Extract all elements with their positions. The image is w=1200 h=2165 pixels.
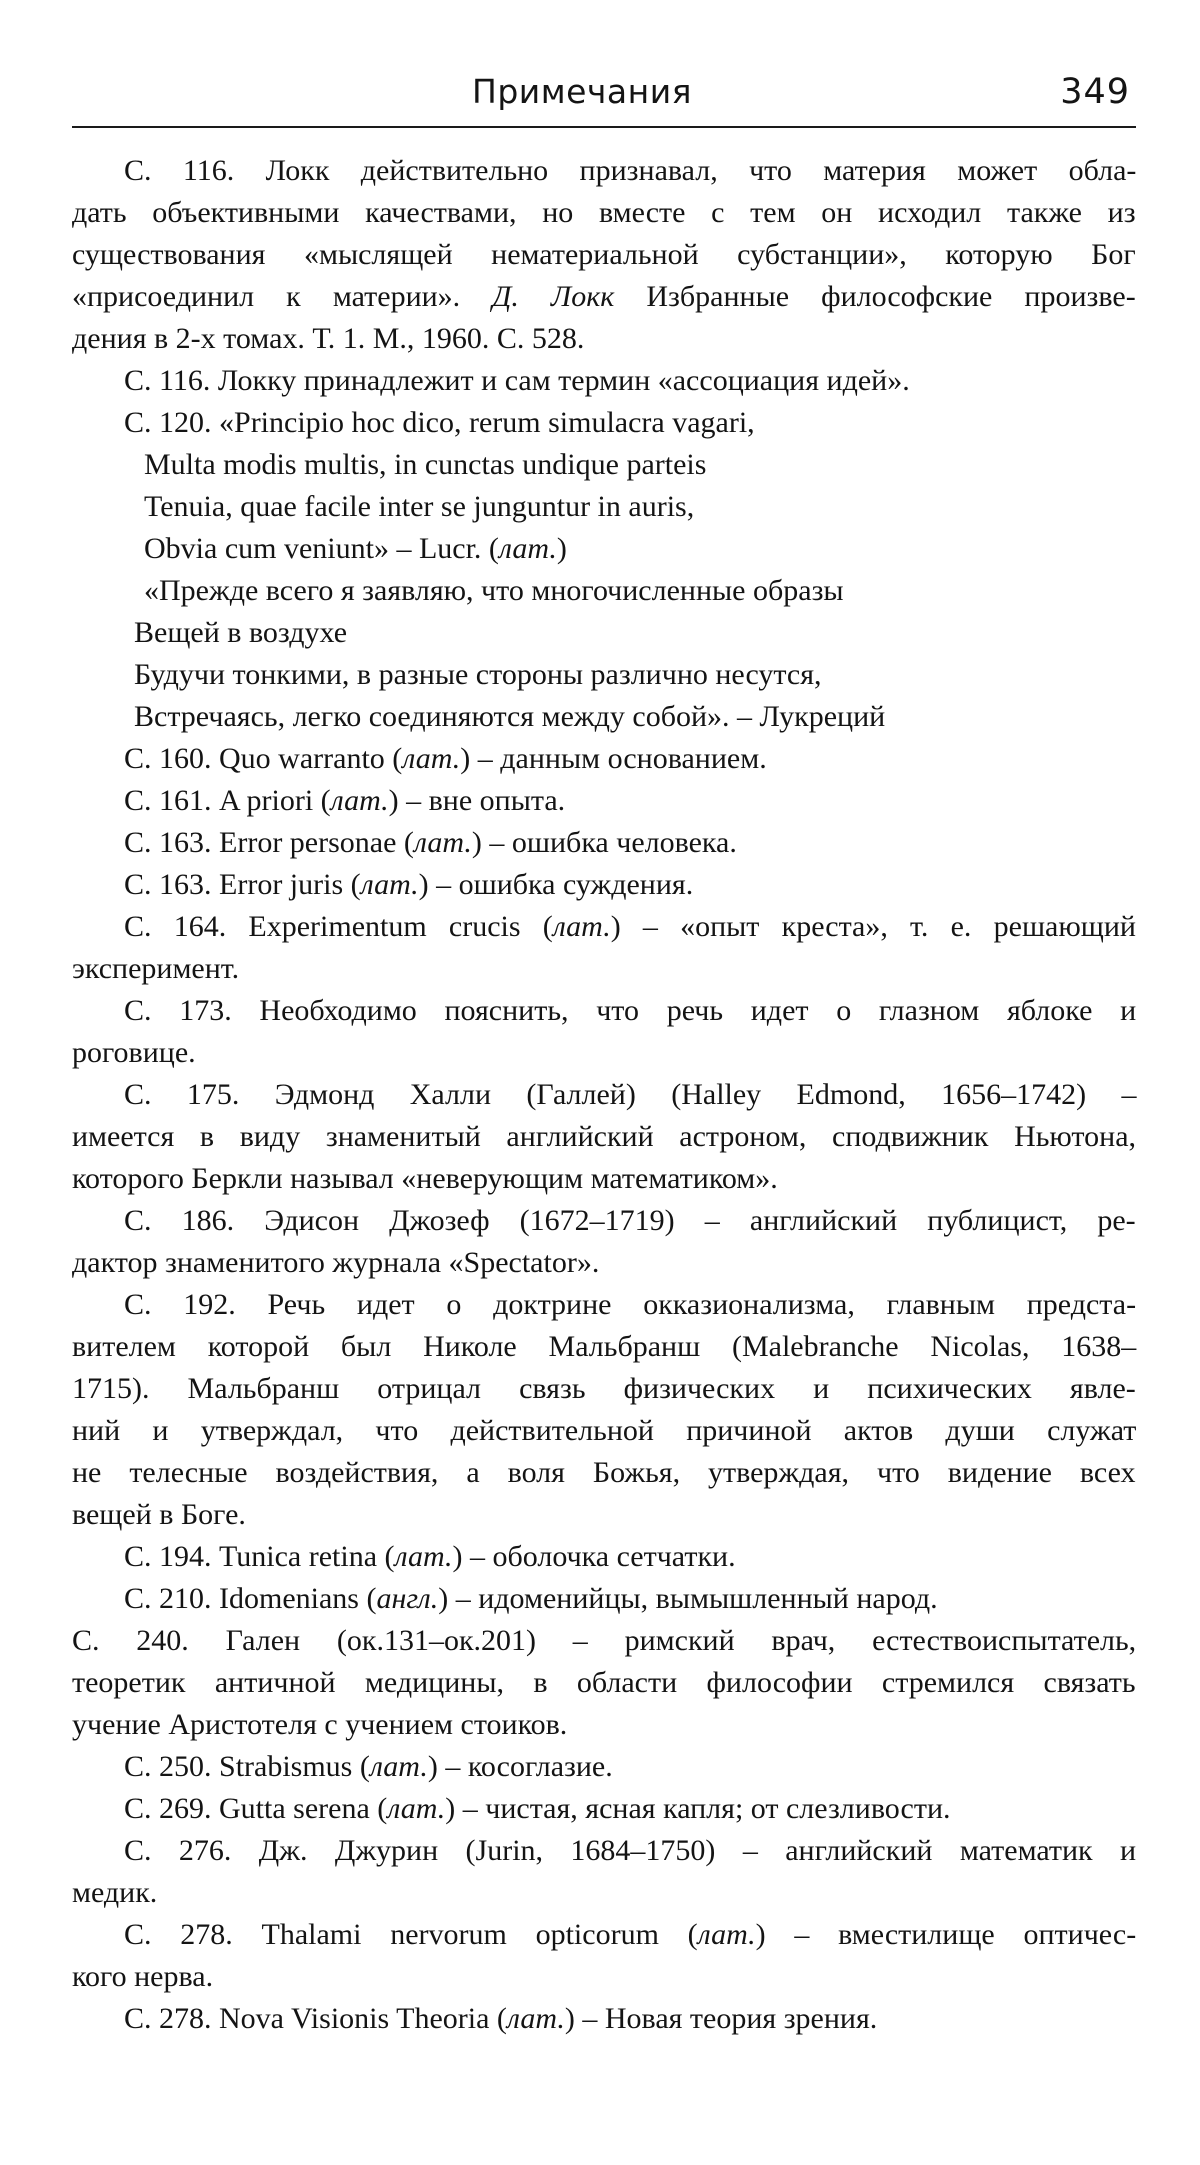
text-line: ний и утверждал, что действительной причиной актов души служат bbox=[72, 1414, 1137, 1447]
text-line: Multa modis multis, in cunctas undique parteis bbox=[144, 448, 707, 481]
italic-abbrev: лат. bbox=[697, 1918, 756, 1951]
text-line: Вещей в воздухе bbox=[134, 616, 348, 649]
text-line: С. 210. Idomenians (англ.) – идоменийцы, вымышленный народ. bbox=[124, 1582, 938, 1615]
page-number: 349 bbox=[1060, 72, 1130, 112]
text-line: С. 173. Необходимо пояснить, что речь идет о глазном яблоке и bbox=[124, 994, 1137, 1027]
text-line: вещей в Боге. bbox=[72, 1498, 246, 1531]
text-line: С. 161. A priori (лат.) – вне опыта. bbox=[124, 784, 566, 817]
text-line: С. 250. Strabismus (лат.) – косоглазие. bbox=[124, 1750, 613, 1783]
italic-abbrev: лат. bbox=[402, 742, 461, 775]
text-line: роговице. bbox=[72, 1036, 196, 1069]
italic-abbrev: лат. bbox=[552, 910, 611, 943]
text-line: которого Беркли называл «неверующим математиком». bbox=[72, 1162, 778, 1195]
text-line: С. 240. Гален (ок.131–ок.201) – римский врач, естествоиспытатель, bbox=[72, 1624, 1137, 1657]
text-line: С. 276. Дж. Джурин (Jurin, 1684–1750) – английский математик и bbox=[124, 1834, 1137, 1867]
text-line: С. 164. Experimentum crucis (лат.) – «опыт креста», т. е. решающий bbox=[124, 910, 1136, 943]
text-line: С. 192. Речь идет о доктрине окказионализма, главным предста- bbox=[124, 1288, 1137, 1321]
text-line: С. 120. «Principio hoc dico, rerum simulacra vagari, bbox=[124, 406, 755, 439]
italic-abbrev: лат. bbox=[330, 784, 389, 817]
text-line: 1715). Мальбранш отрицал связь физических и психических явле- bbox=[72, 1372, 1136, 1405]
italic-abbrev: лат. bbox=[498, 532, 557, 565]
text-line: дать объективными качествами, но вместе с тем он исходил также из bbox=[72, 196, 1136, 229]
text-line: учение Аристотеля с учением стоиков. bbox=[72, 1708, 568, 1741]
italic-abbrev: лат. bbox=[413, 826, 472, 859]
text-line: Будучи тонкими, в разные стороны различно несутся, bbox=[134, 658, 822, 691]
text-line: С. 269. Gutta serena (лат.) – чистая, ясная капля; от слезливости. bbox=[124, 1792, 951, 1825]
text-line: С. 116. Локк действительно признавал, что материя может обла- bbox=[124, 154, 1137, 187]
text-line: не телесные воздействия, а воля Божья, утверждая, что видение всех bbox=[72, 1456, 1136, 1489]
text-line: С. 116. Локку принадлежит и сам термин «ассоциация идей». bbox=[124, 364, 910, 397]
running-header bbox=[72, 66, 1136, 128]
italic-abbrev: англ. bbox=[376, 1582, 439, 1615]
italic-abbrev: лат. bbox=[360, 868, 419, 901]
text-line: Obvia cum veniunt» – Lucr. (лат.) bbox=[144, 532, 567, 565]
italic-abbrev: лат. bbox=[369, 1750, 428, 1783]
text-line: С. 194. Tunica retina (лат.) – оболочка сетчатки. bbox=[124, 1540, 736, 1573]
text-line: Tenuia, quae facile inter se junguntur in auris, bbox=[144, 490, 695, 523]
text-line: существования «мыслящей нематериальной субстанции», которую Бог bbox=[72, 238, 1136, 271]
text-line: С. 186. Эдисон Джозеф (1672–1719) – английский публицист, ре- bbox=[124, 1204, 1136, 1237]
text-line: С. 163. Error juris (лат.) – ошибка суждения. bbox=[124, 868, 694, 901]
text-line: «присоединил к материи». Д. Локк Избранные философские произве- bbox=[72, 280, 1136, 313]
text-line: С. 175. Эдмонд Халли (Галлей) (Halley Edmond, 1656–1742) – bbox=[124, 1078, 1137, 1111]
text-line: С. 278. Nova Visionis Theoria (лат.) – Новая теория зрения. bbox=[124, 2002, 878, 2035]
text-line: медик. bbox=[72, 1876, 158, 1909]
text-line: кого нерва. bbox=[72, 1960, 214, 1993]
text-line: С. 160. Quo warranto (лат.) – данным основанием. bbox=[124, 742, 767, 775]
section-title: Примечания bbox=[472, 72, 692, 111]
text-line: эксперимент. bbox=[72, 952, 240, 985]
italic-abbrev: лат. bbox=[506, 2002, 565, 2035]
italic-abbrev: Д. Локк bbox=[492, 280, 615, 313]
italic-abbrev: лат. bbox=[387, 1792, 446, 1825]
italic-abbrev: лат. bbox=[394, 1540, 453, 1573]
text-line: дактор знаменитого журнала «Spectator». bbox=[72, 1246, 600, 1279]
text-line: имеется в виду знаменитый английский астроном, сподвижник Ньютона, bbox=[72, 1120, 1137, 1153]
text-line: дения в 2-х томах. Т. 1. М., 1960. С. 528. bbox=[72, 322, 585, 355]
text-line: С. 278. Thalami nervorum opticorum (лат.) – вместилище оптичес- bbox=[124, 1918, 1137, 1951]
text-line: Встречаясь, легко соединяются между собой». – Лукреций bbox=[134, 700, 886, 733]
text-line: вителем которой был Николе Мальбранш (Malebranche Nicolas, 1638– bbox=[72, 1330, 1137, 1363]
text-line: «Прежде всего я заявляю, что многочисленные образы bbox=[144, 574, 844, 607]
text-line: С. 163. Error personae (лат.) – ошибка человека. bbox=[124, 826, 737, 859]
text-line: теоретик античной медицины, в области философии стремился связать bbox=[72, 1666, 1136, 1699]
